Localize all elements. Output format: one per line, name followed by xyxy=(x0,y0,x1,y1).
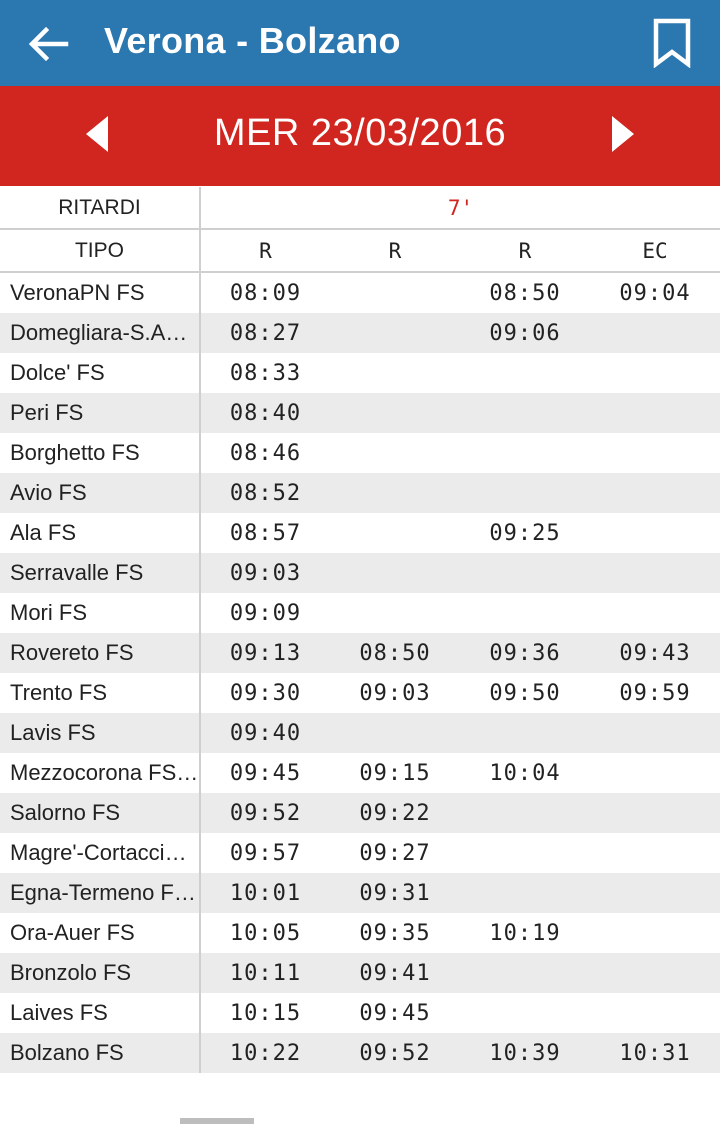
type-row xyxy=(0,229,720,272)
time-cell: 09:52 xyxy=(200,793,330,833)
time-cell xyxy=(330,353,460,393)
time-cell: 10:01 xyxy=(200,873,330,913)
time-cell: 09:04 xyxy=(619,280,691,306)
time-cell xyxy=(330,713,460,753)
page-title: Verona - Bolzano xyxy=(104,20,401,61)
table-row[interactable] xyxy=(0,1033,720,1073)
time-cell: 09:35 xyxy=(359,920,431,946)
station-name: Serravalle FS xyxy=(0,553,200,593)
station-name: VeronaPN FS xyxy=(0,272,200,313)
station-name: Peri FS xyxy=(0,393,200,433)
station-name: Trento FS xyxy=(0,673,200,713)
time-cell xyxy=(460,793,590,833)
time-cell xyxy=(330,553,460,593)
time-cell: 09:36 xyxy=(460,633,590,673)
time-cell: 10:39 xyxy=(460,1033,590,1073)
arrow-left-icon[interactable] xyxy=(26,22,70,66)
time-cell: 10:11 xyxy=(200,953,330,993)
time-cell: 08:52 xyxy=(200,473,330,513)
time-cell: 09:50 xyxy=(489,680,561,706)
time-cell xyxy=(460,433,590,473)
time-cell xyxy=(330,513,460,553)
time-cell: 08:33 xyxy=(229,360,302,386)
time-cell xyxy=(590,873,720,913)
time-cell: 08:46 xyxy=(229,440,302,466)
table-row[interactable] xyxy=(0,553,720,593)
time-cell xyxy=(330,313,460,353)
time-cell: 09:09 xyxy=(229,600,302,626)
table-row[interactable] xyxy=(0,673,720,713)
time-cell: 08:09 xyxy=(229,280,302,306)
table-row[interactable] xyxy=(0,433,720,473)
time-cell xyxy=(590,793,720,833)
station-name: Dolce' FS xyxy=(0,353,200,393)
time-cell: 08:50 xyxy=(330,633,460,673)
station-name: Lavis FS xyxy=(0,713,200,753)
station-name: Bronzolo FS xyxy=(0,953,200,993)
table-row[interactable] xyxy=(0,713,720,753)
time-cell xyxy=(330,433,460,473)
table-row[interactable] xyxy=(0,393,720,433)
table-row[interactable] xyxy=(0,993,720,1033)
time-cell xyxy=(590,313,720,353)
time-cell xyxy=(460,833,590,873)
timetable xyxy=(0,187,720,1073)
station-name: Egna-Termeno F… xyxy=(0,873,200,913)
time-cell: 08:50 xyxy=(489,280,561,306)
station-name: Ora-Auer FS xyxy=(0,913,200,953)
time-cell xyxy=(590,513,720,553)
table-row[interactable] xyxy=(0,833,720,873)
time-cell xyxy=(460,393,590,433)
station-name: Salorno FS xyxy=(0,793,200,833)
time-cell: 09:15 xyxy=(359,760,431,786)
station-name: Laives FS xyxy=(0,993,200,1033)
train-type[interactable]: R xyxy=(200,229,330,272)
time-cell xyxy=(590,753,720,793)
train-type[interactable]: R xyxy=(330,229,460,272)
table-row[interactable] xyxy=(0,753,720,793)
time-cell xyxy=(460,553,590,593)
station-name: Mezzocorona FS… xyxy=(0,753,200,793)
station-name: Ala FS xyxy=(0,513,200,553)
time-cell: 10:05 xyxy=(229,920,302,946)
time-cell: 10:19 xyxy=(489,920,561,946)
current-date: MER 23/03/2016 xyxy=(213,112,507,154)
station-name: Domegliara-S.A… xyxy=(0,313,200,353)
time-cell xyxy=(460,953,590,993)
delay-row xyxy=(0,187,720,229)
time-cell xyxy=(590,393,720,433)
time-cell xyxy=(460,873,590,913)
table-row[interactable] xyxy=(0,633,720,673)
time-cell xyxy=(460,993,590,1033)
time-cell xyxy=(330,593,460,633)
time-cell xyxy=(590,553,720,593)
train-type[interactable]: R xyxy=(460,229,590,272)
time-cell xyxy=(590,433,720,473)
time-cell: 09:13 xyxy=(200,633,330,673)
table-row[interactable] xyxy=(0,473,720,513)
time-cell xyxy=(590,593,720,633)
time-cell: 09:57 xyxy=(229,840,302,866)
app-bar xyxy=(0,0,720,86)
time-cell: 09:40 xyxy=(200,713,330,753)
time-cell: 08:27 xyxy=(200,313,330,353)
table-row[interactable] xyxy=(0,793,720,833)
station-name: Mori FS xyxy=(0,593,200,633)
time-cell xyxy=(590,353,720,393)
time-cell xyxy=(590,473,720,513)
time-cell xyxy=(590,713,720,753)
time-cell: 10:04 xyxy=(489,760,561,786)
time-cell xyxy=(590,953,720,993)
station-name: Bolzano FS xyxy=(0,1033,200,1073)
time-cell: 09:03 xyxy=(200,553,330,593)
table-row[interactable] xyxy=(0,513,720,553)
time-cell xyxy=(330,473,460,513)
time-cell: 09:03 xyxy=(359,680,431,706)
station-name: Rovereto FS xyxy=(0,633,200,673)
time-cell: 09:45 xyxy=(359,1000,431,1026)
time-cell: 09:59 xyxy=(619,680,691,706)
time-cell: 09:25 xyxy=(489,520,561,546)
time-cell xyxy=(460,473,590,513)
bookmark-icon[interactable] xyxy=(652,18,692,68)
time-cell: 10:22 xyxy=(200,1033,330,1073)
station-name: Borghetto FS xyxy=(0,433,200,473)
station-name: Magre'-Cortacci… xyxy=(0,833,200,873)
time-cell: 08:40 xyxy=(200,393,330,433)
time-cell: 09:45 xyxy=(229,760,302,786)
table-row[interactable] xyxy=(0,272,720,313)
time-cell: 09:52 xyxy=(330,1033,460,1073)
time-cell xyxy=(460,353,590,393)
type-label: TIPO xyxy=(0,229,200,272)
time-cell xyxy=(330,272,460,313)
time-cell: 09:30 xyxy=(229,680,302,706)
time-cell: 10:31 xyxy=(590,1033,720,1073)
time-cell xyxy=(460,713,590,753)
time-cell: 09:22 xyxy=(330,793,460,833)
table-row[interactable] xyxy=(0,593,720,633)
time-cell: 09:31 xyxy=(330,873,460,913)
time-cell xyxy=(590,833,720,873)
time-cell xyxy=(330,393,460,433)
time-cell: 10:15 xyxy=(229,1000,302,1026)
scroll-indicator xyxy=(180,1118,254,1124)
time-cell: 09:43 xyxy=(590,633,720,673)
delay-value: 7' xyxy=(200,187,720,229)
table-row[interactable] xyxy=(0,913,720,953)
time-cell: 09:06 xyxy=(460,313,590,353)
time-cell xyxy=(590,913,720,953)
time-cell xyxy=(590,993,720,1033)
date-bar xyxy=(0,86,720,186)
table-row[interactable] xyxy=(0,953,720,993)
time-cell xyxy=(460,593,590,633)
station-name: Avio FS xyxy=(0,473,200,513)
time-cell: 09:27 xyxy=(359,840,431,866)
table-row[interactable] xyxy=(0,353,720,393)
table-row[interactable] xyxy=(0,873,720,913)
time-cell: 08:57 xyxy=(229,520,302,546)
train-type[interactable]: EC xyxy=(590,229,720,272)
triangle-right-icon[interactable] xyxy=(608,112,638,156)
table-row[interactable] xyxy=(0,313,720,353)
delay-label: RITARDI xyxy=(0,187,200,229)
time-cell: 09:41 xyxy=(330,953,460,993)
